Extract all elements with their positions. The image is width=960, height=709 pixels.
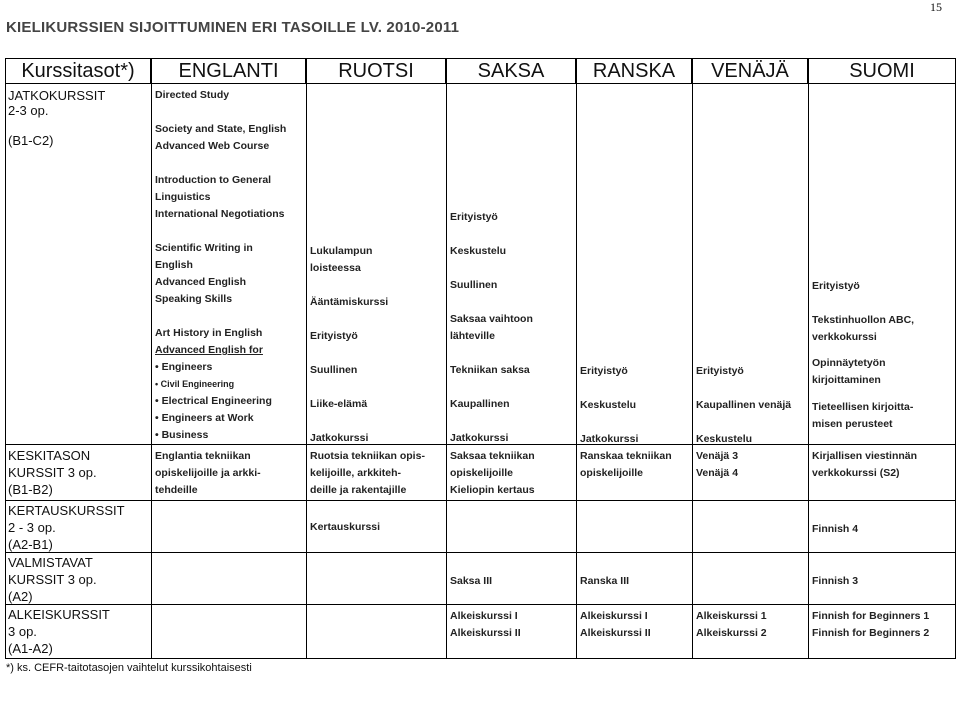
course-item: Introduction to General [155, 174, 272, 186]
header-finnish: SUOMI [808, 58, 956, 84]
level-credits: KURSSIT 3 op. [8, 465, 97, 480]
course-spacer [310, 277, 388, 294]
course-spacer [155, 104, 286, 121]
course-item: kelijoille, arkkiteh- [310, 467, 402, 479]
course-item: Erityistyö [812, 280, 860, 292]
course-item: Keskustelu [580, 399, 637, 411]
course-item: kirjoittaminen [812, 374, 881, 386]
course-item: loisteessa [310, 262, 361, 274]
course-bullet: • Engineers [155, 361, 213, 373]
course-item: Kaupallinen [450, 398, 510, 410]
course-item: Kieliopin kertaus [450, 484, 535, 496]
course-item: Saksaa tekniikan [450, 450, 535, 462]
page-title: KIELIKURSSIEN SIJOITTUMINEN ERI TASOILLE LV. 2010-2011 [6, 19, 460, 36]
level-name: JATKOKURSSIT [8, 88, 106, 103]
course-item: English [155, 259, 193, 271]
course-item: Suullinen [310, 364, 358, 376]
english-advanced-courses [155, 87, 286, 444]
russian-advanced-courses [696, 363, 791, 448]
header-english: ENGLANTI [151, 58, 306, 84]
course-spacer [310, 345, 388, 362]
course-item: Alkeiskurssi I [450, 610, 518, 622]
german-advanced-courses [450, 209, 533, 447]
course-item: Saksaa vaihtoon [450, 313, 533, 325]
english-intermediate-courses [155, 448, 261, 499]
russian-intermediate-courses [696, 448, 738, 482]
footnote: *) ks. CEFR-taitotasojen vaihtelut kurssikohtaisesti [6, 662, 252, 674]
course-item: Tekstinhuollon ABC, [812, 314, 915, 326]
course-item: Alkeiskurssi 1 [696, 610, 767, 622]
course-item: Venäjä 4 [696, 467, 739, 479]
course-spacer [155, 223, 286, 240]
header-russian: VENÄJÄ [692, 58, 808, 84]
level-name: KESKITASON [8, 448, 91, 463]
course-item: Directed Study [155, 89, 230, 101]
column-divider [576, 84, 577, 658]
course-spacer [812, 295, 914, 312]
russian-beginner-courses [696, 608, 767, 642]
column-divider [446, 84, 447, 658]
course-item: lähteville [450, 330, 495, 342]
level-credits: 2 - 3 op. [8, 520, 56, 535]
course-item: Erityistyö [696, 365, 744, 377]
course-item: tehdeille [155, 484, 198, 496]
french-intermediate-courses [580, 448, 672, 482]
course-spacer [580, 380, 638, 397]
course-bullet: • Engineers at Work [155, 412, 254, 424]
row-divider [5, 500, 956, 501]
level-review [8, 502, 125, 553]
course-item: verkkokurssi (S2) [812, 467, 900, 479]
course-item: Suullinen [450, 279, 498, 291]
course-item: Art History in English [155, 327, 263, 339]
swedish-intermediate-courses [310, 448, 425, 499]
column-divider [306, 84, 307, 658]
course-heading: Advanced English for [155, 344, 263, 356]
level-preparatory [8, 554, 97, 605]
course-spacer [696, 380, 791, 397]
course-spacer [450, 379, 533, 396]
column-divider [151, 84, 152, 658]
german-beginner-courses [450, 608, 521, 642]
course-item: Alkeiskurssi II [450, 627, 521, 639]
course-item: Linguistics [155, 191, 211, 203]
column-divider [692, 84, 693, 658]
course-item: Opinnäytetyön [812, 357, 886, 369]
header-french: RANSKA [576, 58, 692, 84]
course-spacer [812, 389, 914, 399]
course-item: Englantia tekniikan [155, 450, 251, 462]
course-bullet: • Electrical Engineering [155, 395, 272, 407]
finnish-review-course: Finnish 4 [812, 523, 859, 535]
course-spacer [450, 294, 533, 311]
course-spacer [450, 226, 533, 243]
finnish-advanced-courses [812, 278, 914, 433]
course-item: Jatkokurssi [310, 432, 369, 444]
table-border-bottom [5, 658, 956, 659]
level-cefr: (A2) [8, 589, 33, 604]
course-spacer [450, 345, 533, 362]
level-advanced [8, 88, 105, 148]
row-divider [5, 552, 956, 553]
course-item: Kirjallisen viestinnän [812, 450, 918, 462]
level-credits: 2-3 op. [8, 103, 49, 118]
course-item: deille ja rakentajille [310, 484, 407, 496]
level-cefr: (A1-A2) [8, 641, 53, 656]
level-cefr: (A2-B1) [8, 537, 53, 552]
course-item: Scientific Writing in [155, 242, 253, 254]
course-item: Speaking Skills [155, 293, 233, 305]
course-item: Erityistyö [310, 330, 358, 342]
course-item: Erityistyö [580, 365, 628, 377]
page-number: 15 [930, 0, 942, 14]
course-item: verkkokurssi [812, 331, 877, 343]
course-spacer [310, 379, 388, 396]
course-spacer [450, 260, 533, 277]
finnish-beginner-courses [812, 608, 929, 642]
french-beginner-courses [580, 608, 651, 642]
course-item: International Negotiations [155, 208, 285, 220]
header-swedish: RUOTSI [306, 58, 446, 84]
course-item: Tieteellisen kirjoitta- [812, 401, 914, 413]
course-item: Tekniikan saksa [450, 364, 530, 376]
french-advanced-courses [580, 363, 638, 448]
course-spacer [155, 155, 286, 172]
course-item: Liike-elämä [310, 398, 368, 410]
course-spacer [696, 414, 791, 431]
french-preparatory-course: Ranska III [580, 575, 630, 587]
course-item: Alkeiskurssi 2 [696, 627, 767, 639]
column-divider [808, 84, 809, 658]
finnish-intermediate-courses [812, 448, 917, 482]
swedish-advanced-courses [310, 243, 388, 447]
level-cefr: (B1-C2) [8, 133, 54, 148]
level-spacer [8, 118, 105, 133]
course-item: opiskelijoille [450, 467, 514, 479]
level-credits: 3 op. [8, 624, 37, 639]
table-border-left [5, 84, 6, 658]
course-item: Finnish for Beginners 1 [812, 610, 930, 622]
level-intermediate [8, 447, 97, 498]
course-item: Keskustelu [696, 433, 753, 445]
course-item: Jatkokurssi [450, 432, 509, 444]
course-item: Venäjä 3 [696, 450, 739, 462]
course-item: Advanced English [155, 276, 247, 288]
course-item: Keskustelu [450, 245, 507, 257]
table-border-right [955, 84, 956, 658]
row-divider [5, 604, 956, 605]
course-item: Alkeiskurssi I [580, 610, 648, 622]
course-bullet: • Civil Engineering [155, 379, 235, 389]
course-item: Finnish for Beginners 2 [812, 627, 930, 639]
german-intermediate-courses [450, 448, 535, 499]
course-spacer [450, 413, 533, 430]
course-spacer [310, 413, 388, 430]
level-name: VALMISTAVAT [8, 555, 93, 570]
swedish-review-course: Kertauskurssi [310, 521, 381, 533]
course-item: misen perusteet [812, 418, 893, 430]
course-item: Ääntämiskurssi [310, 296, 389, 308]
course-item: Advanced Web Course [155, 140, 270, 152]
course-item: Ranskaa tekniikan [580, 450, 672, 462]
course-spacer [155, 308, 286, 325]
course-item: Kaupallinen venäjä [696, 399, 792, 411]
course-item: Ruotsia tekniikan opis- [310, 450, 425, 462]
course-item: Society and State, English [155, 123, 287, 135]
course-bullet: • Business [155, 429, 209, 441]
german-preparatory-course: Saksa III [450, 575, 493, 587]
course-table [5, 58, 956, 658]
level-beginner [8, 606, 110, 657]
course-spacer [580, 414, 638, 431]
level-credits: KURSSIT 3 op. [8, 572, 97, 587]
finnish-preparatory-course: Finnish 3 [812, 575, 859, 587]
course-item: Erityistyö [450, 211, 498, 223]
course-item: opiskelijoille [580, 467, 644, 479]
level-name: KERTAUSKURSSIT [8, 503, 125, 518]
level-cefr: (B1-B2) [8, 482, 53, 497]
course-item: opiskelijoille ja arkki- [155, 467, 261, 479]
header-german: SAKSA [446, 58, 576, 84]
course-item: Jatkokurssi [580, 433, 639, 445]
course-spacer [812, 346, 914, 355]
course-spacer [310, 311, 388, 328]
header-levels: Kurssitasot*) [5, 58, 151, 84]
course-item: Alkeiskurssi II [580, 627, 651, 639]
level-name: ALKEISKURSSIT [8, 607, 110, 622]
course-item: Lukulampun [310, 245, 373, 257]
